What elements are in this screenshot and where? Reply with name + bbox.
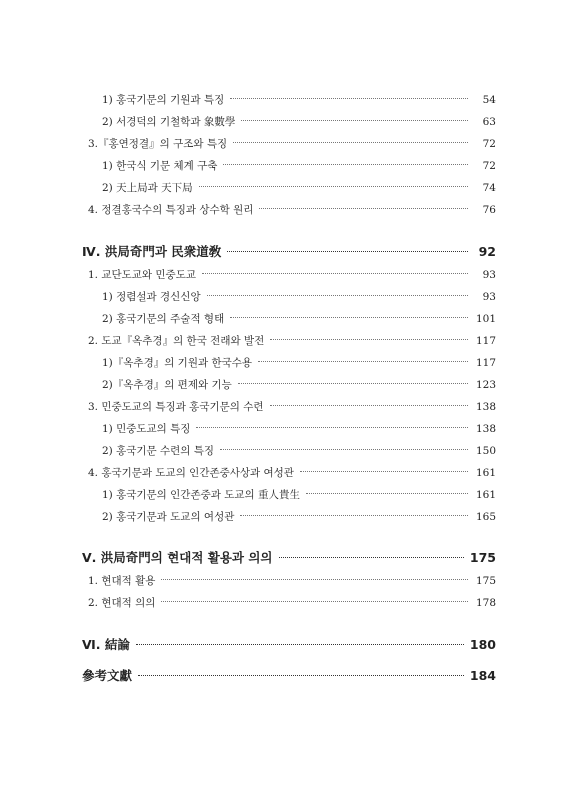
toc-chapter-title: 參考文獻 [82, 668, 133, 683]
dot-leader [136, 644, 464, 645]
toc-entry-title: 2)『옥추경』의 편제와 기능 [102, 379, 232, 391]
toc-entry-title: 2. 현대적 의의 [88, 597, 156, 609]
toc-entry-title: 2) 서경덕의 기철학과 象數學 [102, 116, 236, 128]
toc-entry-page: 72 [482, 138, 496, 150]
toc-entry-page: 117 [475, 335, 496, 347]
toc-entry[interactable] [82, 311, 496, 327]
toc-entry-page: 165 [475, 511, 496, 523]
dot-leader [270, 339, 468, 340]
toc-entry[interactable] [82, 355, 496, 371]
dot-leader [138, 675, 464, 676]
dot-leader [207, 295, 468, 296]
toc-entry-title: 3. 민중도교의 특징과 홍국기문의 수련 [88, 401, 264, 413]
dot-leader [199, 186, 468, 187]
dot-leader [270, 405, 468, 406]
toc-entry-title: 1) 홍국기문의 기원과 특징 [102, 94, 225, 106]
toc-entry[interactable] [82, 114, 496, 130]
dot-leader [240, 515, 468, 516]
toc-entry-page: 150 [475, 445, 496, 457]
dot-leader [161, 601, 468, 602]
toc-entry[interactable] [82, 333, 496, 349]
toc-entry-title: 1. 교단도교와 민중도교 [88, 269, 196, 281]
toc-entry[interactable] [82, 595, 496, 611]
toc-entry-title: 2) 홍국기문의 주술적 형태 [102, 313, 225, 325]
dot-leader [306, 493, 468, 494]
toc-entry-page: 178 [475, 597, 496, 609]
toc-entry-title: 4. 정결홍국수의 특징과 상수학 원리 [88, 204, 254, 216]
dot-leader [279, 557, 464, 558]
dot-leader [161, 579, 468, 580]
toc-entry-page: 93 [482, 291, 496, 303]
toc-chapter-page: 92 [478, 244, 496, 259]
toc-entry[interactable] [82, 377, 496, 393]
toc-entry[interactable] [82, 136, 496, 152]
dot-leader [223, 164, 468, 165]
toc-entry[interactable] [82, 202, 496, 218]
toc-entry[interactable] [82, 465, 496, 481]
dot-leader [202, 273, 468, 274]
dot-leader [220, 449, 468, 450]
toc-chapter-page: 175 [469, 550, 496, 565]
toc-entry-title: 2) 天上局과 天下局 [102, 182, 193, 194]
dot-leader [259, 208, 468, 209]
toc-entry-page: 54 [482, 94, 496, 106]
toc-entry-page: 72 [482, 160, 496, 172]
dot-leader [227, 251, 468, 252]
toc-entry-page: 74 [482, 182, 496, 194]
toc-entry[interactable] [82, 443, 496, 459]
toc-entry-page: 138 [475, 401, 496, 413]
toc-chapter-page: 184 [469, 668, 496, 683]
toc-chapter-title: Ⅳ. 洪局奇門과 民衆道敎 [82, 244, 222, 259]
toc-entry-title: 1. 현대적 활용 [88, 575, 156, 587]
toc-entry-title: 2. 도교『옥추경』의 한국 전래와 발전 [88, 335, 265, 347]
toc-entry-page: 76 [482, 204, 496, 216]
dot-leader [196, 427, 468, 428]
toc-entry-page: 161 [475, 467, 496, 479]
toc-entry-page: 93 [482, 269, 496, 281]
toc-entry-title: 2) 홍국기문 수련의 특징 [102, 445, 215, 457]
toc-chapter[interactable] [82, 668, 496, 684]
dot-leader [238, 383, 468, 384]
toc-entry-page: 101 [475, 313, 496, 325]
dot-leader [233, 142, 468, 143]
toc-entry-title: 3.『홍연정결』의 구조와 특징 [88, 138, 228, 150]
toc-entry-title: 4. 홍국기문과 도교의 인간존중사상과 여성관 [88, 467, 294, 479]
toc-entry-title: 1) 홍국기문의 인간존중과 도교의 重人貴生 [102, 489, 300, 501]
toc-entry-page: 123 [475, 379, 496, 391]
dot-leader [300, 471, 468, 472]
toc-entry-title: 1) 민중도교의 특징 [102, 423, 191, 435]
toc-entry[interactable] [82, 573, 496, 589]
toc-entry[interactable] [82, 267, 496, 283]
toc-chapter[interactable] [82, 550, 496, 566]
toc-entry-title: 1) 정렴설과 경신신앙 [102, 291, 201, 303]
toc-entry[interactable] [82, 158, 496, 174]
toc-chapter[interactable] [82, 637, 496, 653]
toc-entry-page: 117 [475, 357, 496, 369]
toc-entry[interactable] [82, 509, 496, 525]
toc-entry-page: 161 [475, 489, 496, 501]
dot-leader [258, 361, 468, 362]
toc-chapter-title: Ⅵ. 結論 [82, 637, 130, 652]
toc-entry[interactable] [82, 421, 496, 437]
toc-entry-title: 1) 한국식 기문 체계 구축 [102, 160, 218, 172]
toc-entry[interactable] [82, 289, 496, 305]
dot-leader [230, 98, 468, 99]
toc-chapter[interactable] [82, 244, 496, 260]
toc-entry-page: 175 [475, 575, 496, 587]
toc-entry-title: 1)『옥추경』의 기원과 한국수용 [102, 357, 253, 369]
toc-entry-title: 2) 홍국기문과 도교의 여성관 [102, 511, 235, 523]
toc-entry-page: 138 [475, 423, 496, 435]
toc-entry[interactable] [82, 399, 496, 415]
toc-chapter-page: 180 [469, 637, 496, 652]
toc-chapter-title: Ⅴ. 洪局奇門의 현대적 활용과 의의 [82, 550, 273, 565]
dot-leader [230, 317, 468, 318]
dot-leader [241, 120, 468, 121]
toc-entry[interactable] [82, 487, 496, 503]
toc-entry[interactable] [82, 180, 496, 196]
toc-entry[interactable] [82, 92, 496, 108]
toc-entry-page: 63 [482, 116, 496, 128]
